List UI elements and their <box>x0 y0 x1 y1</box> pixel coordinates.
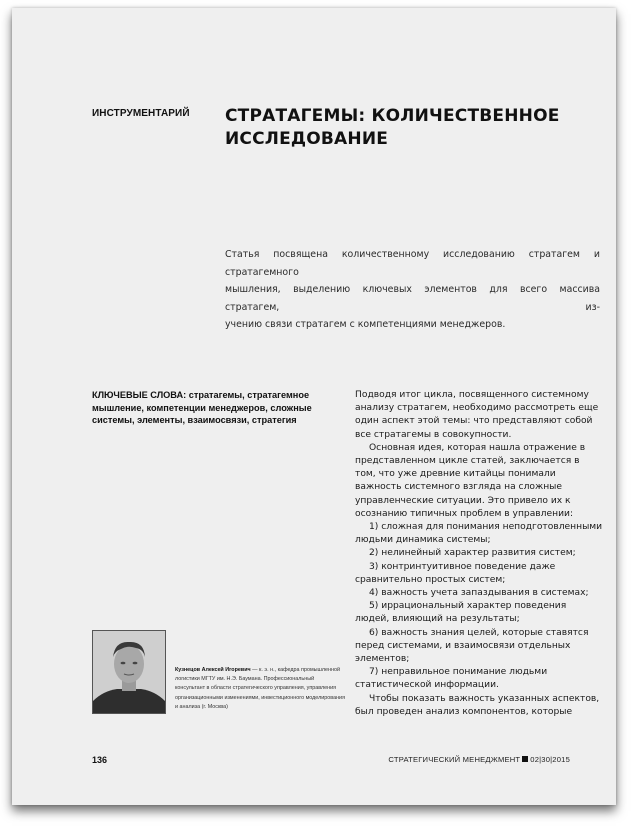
author-bio: — к. э. н., кафедра промышленной логистики МГТУ им. Н.Э. Баумана. Профессиональный консультант в области стратегического управления, управления организационными изменениями, инвестиционного моделирования и анализа (г. Москва) <box>175 667 345 710</box>
list-item-5: 5) иррациональный характер поведения людей, влияющий на результаты; <box>355 601 567 625</box>
abstract-line-3: учению связи стратагем с компетенциями менеджеров. <box>225 319 506 330</box>
author-portrait-icon <box>93 631 165 713</box>
article-body <box>355 389 603 719</box>
keywords: КЛЮЧЕВЫЕ СЛОВА: стратагемы, стратагемное мышление, компетенции менеджеров, сложные системы, элементы, взаимосвязи, стратегия <box>92 390 312 426</box>
journal-name: СТРАТЕГИЧЕСКИЙ МЕНЕДЖМЕНТ <box>388 755 521 764</box>
magazine-page <box>12 8 616 805</box>
body-paragraph-3: Чтобы показать важность указанных аспектов, был проведен анализ компонентов, которые <box>355 693 600 717</box>
abstract-line-1: Статья посвящена количественному исследованию стратагем и стратагемного <box>225 249 600 278</box>
journal-footer <box>388 755 570 764</box>
author-name: Кузнецов Алексей Игоревич <box>175 667 251 673</box>
abstract <box>225 246 600 334</box>
list-item-4: 4) важность учета запаздывания в системах; <box>369 588 589 599</box>
abstract-line-2: мышления, выделению ключевых элементов для всего массива стратагем, из- <box>225 284 600 313</box>
list-item-3: 3) контринтуитивное поведение даже сравнительно простых систем; <box>355 561 556 585</box>
list-item-7: 7) неправильное понимание людьми статистической информации. <box>355 667 548 691</box>
square-separator-icon <box>522 756 528 762</box>
author-photo <box>92 630 166 714</box>
body-paragraph-2: Основная идея, которая нашла отражение в представленном цикле статей, заключается в том, что уже древние китайцы понимали важность системного взгляда на сложные управленческие ситуации. Это привело их к осознанию типичных проблем в управлении: <box>355 442 586 519</box>
author-info <box>175 666 345 712</box>
article-title <box>225 105 565 151</box>
section-label: ИНСТРУМЕНТАРИЙ <box>92 108 190 119</box>
list-item-1: 1) сложная для понимания неподготовленными людьми динамика системы; <box>355 522 603 546</box>
list-item-2: 2) нелинейный характер развития систем; <box>369 548 576 559</box>
list-item-6: 6) важность знания целей, которые ставятся перед системами, и взаимосвязи отдельных элементов; <box>355 627 589 665</box>
journal-issue: 02|30|2015 <box>530 755 570 764</box>
article-title-line-2: ИССЛЕДОВАНИЕ <box>225 129 389 149</box>
body-paragraph-1: Подводя итог цикла, посвященного системному анализу стратагем, необходимо рассмотреть еще один аспект этой темы: что представляют собой все стратагемы в совокупности. <box>355 390 599 440</box>
page-number: 136 <box>92 755 108 765</box>
article-title-line-1: СТРАТАГЕМЫ: КОЛИЧЕСТВЕННОЕ <box>225 106 560 126</box>
